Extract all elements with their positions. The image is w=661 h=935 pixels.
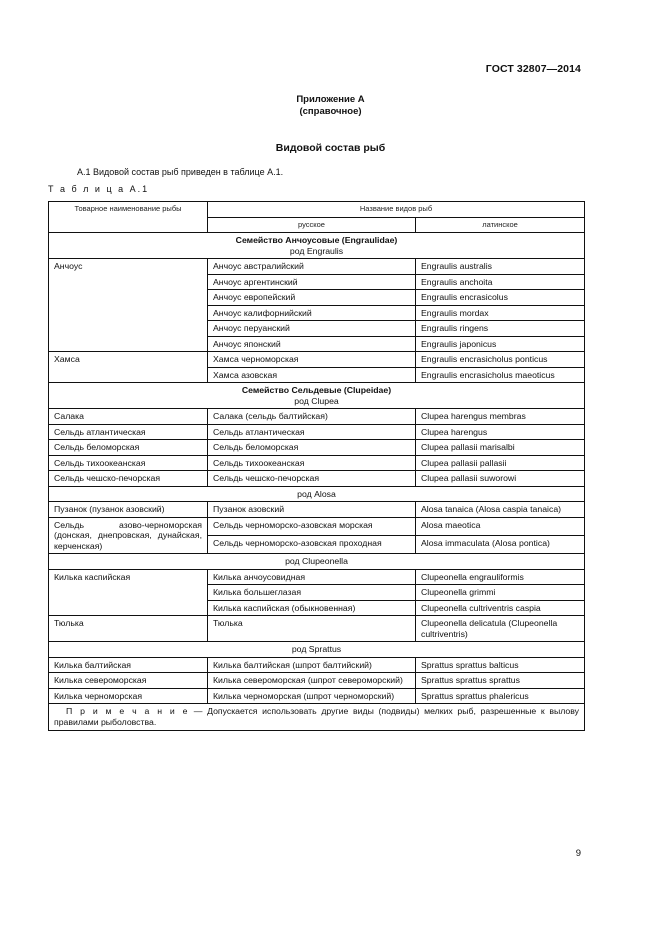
commercial-name-cell: Сельдь атлантическая	[49, 424, 208, 440]
commercial-name-cell: Сельдь тихоокеанская	[49, 455, 208, 471]
table-note	[49, 704, 585, 731]
table-row	[49, 616, 585, 642]
header-commercial-name: Товарное наименование рыбы	[49, 202, 208, 233]
commercial-name-cell: Килька каспийская	[49, 569, 208, 616]
commercial-name-cell: Килька черноморская	[49, 688, 208, 704]
russian-name-cell: Килька каспийская (обыкновенная)	[208, 600, 416, 616]
russian-name-cell: Анчоус японский	[208, 336, 416, 352]
commercial-name-cell: Сельдь чешско-печорская	[49, 471, 208, 487]
intro-text: А.1 Видовой состав рыб приведен в таблице А.1.	[77, 167, 284, 177]
genus-name: род Clupea	[294, 395, 339, 406]
header-latin: латинское	[416, 217, 585, 233]
commercial-name-cell: Тюлька	[49, 616, 208, 642]
commercial-name-cell: Килька североморская	[49, 673, 208, 689]
russian-name-cell: Сельдь чешско-печорская	[208, 471, 416, 487]
latin-name-cell: Sprattus sprattus phalericus	[416, 688, 585, 704]
table-row	[49, 502, 585, 518]
latin-name-cell: Clupea pallasii suworowi	[416, 471, 585, 487]
page-number: 9	[575, 848, 581, 859]
table-row	[49, 352, 585, 368]
genus-name: род Alosa	[297, 488, 336, 499]
section-header	[49, 233, 585, 259]
russian-name-cell: Сельдь тихоокеанская	[208, 455, 416, 471]
commercial-name-cell: Пузанок (пузанок азовский)	[49, 502, 208, 518]
table-row	[49, 424, 585, 440]
latin-name-cell: Alosa immaculata (Alosa pontica)	[416, 535, 585, 553]
table-row	[49, 673, 585, 689]
commercial-name-cell: Анчоус	[49, 259, 208, 352]
table-row	[49, 409, 585, 425]
section-header-row	[49, 233, 585, 259]
section-header	[49, 554, 585, 570]
russian-name-cell: Сельдь черноморско-азовская проходная	[208, 535, 416, 553]
russian-name-cell: Анчоус аргентинский	[208, 274, 416, 290]
latin-name-cell: Clupeonella cultriventris caspia	[416, 600, 585, 616]
russian-name-cell: Килька большеглазая	[208, 585, 416, 601]
latin-name-cell: Alosa tanaica (Alosa caspia tanaica)	[416, 502, 585, 518]
commercial-name-cell: Сельдь азово-черноморская (донская, днепровская, дунайская, керченская)	[49, 517, 208, 554]
note-label: П р и м е ч а н и е	[66, 706, 190, 716]
latin-name-cell: Engraulis encrasicholus ponticus	[416, 352, 585, 368]
russian-name-cell: Хамса азовская	[208, 367, 416, 383]
russian-name-cell: Анчоус калифорнийский	[208, 305, 416, 321]
section-header	[49, 642, 585, 658]
genus-name: род Clupeonella	[285, 556, 348, 566]
commercial-name-cell: Салака	[49, 409, 208, 425]
table-row	[49, 440, 585, 456]
latin-name-cell: Engraulis encrasicholus maeoticus	[416, 367, 585, 383]
table-header-row	[49, 202, 585, 218]
russian-name-cell: Анчоус австралийский	[208, 259, 416, 275]
table-row	[49, 517, 585, 535]
latin-name-cell: Clupea pallasii pallasii	[416, 455, 585, 471]
table-row	[49, 688, 585, 704]
russian-name-cell: Сельдь черноморско-азовская морская	[208, 517, 416, 535]
document-code: ГОСТ 32807—2014	[485, 63, 581, 75]
section-header	[49, 383, 585, 409]
latin-name-cell: Clupea harengus	[416, 424, 585, 440]
russian-name-cell: Сельдь атлантическая	[208, 424, 416, 440]
commercial-name-cell: Хамса	[49, 352, 208, 383]
russian-name-cell: Тюлька	[208, 616, 416, 642]
table-label: Т а б л и ц а А.1	[48, 184, 150, 194]
table-row	[49, 569, 585, 585]
family-name: Семейство Анчоусовые (Engraulidae)	[235, 235, 398, 245]
section-header	[49, 486, 585, 502]
header-species-name: Название видов рыб	[208, 202, 585, 218]
section-header-row	[49, 642, 585, 658]
family-name: Семейство Сельдевые (Clupeidae)	[241, 385, 392, 395]
annex-subtitle: (справочное)	[299, 106, 362, 117]
latin-name-cell: Engraulis ringens	[416, 321, 585, 337]
latin-name-cell: Sprattus sprattus sprattus	[416, 673, 585, 689]
latin-name-cell: Engraulis anchoita	[416, 274, 585, 290]
latin-name-cell: Clupeonella engrauliformis	[416, 569, 585, 585]
table-row	[49, 657, 585, 673]
russian-name-cell: Анчоус европейский	[208, 290, 416, 306]
russian-name-cell: Салака (сельдь балтийская)	[208, 409, 416, 425]
latin-name-cell: Clupea harengus membras	[416, 409, 585, 425]
note-row	[49, 704, 585, 731]
russian-name-cell: Хамса черноморская	[208, 352, 416, 368]
section-title: Видовой состав рыб	[275, 142, 386, 154]
commercial-name-cell: Килька балтийская	[49, 657, 208, 673]
latin-name-cell: Alosa maeotica	[416, 517, 585, 535]
latin-name-cell: Engraulis mordax	[416, 305, 585, 321]
species-table	[48, 201, 585, 731]
russian-name-cell: Килька черноморская (шпрот черноморский)	[208, 688, 416, 704]
latin-name-cell: Sprattus sprattus balticus	[416, 657, 585, 673]
latin-name-cell: Clupeonella grimmi	[416, 585, 585, 601]
section-header-row	[49, 486, 585, 502]
section-header-row	[49, 383, 585, 409]
genus-name: род Sprattus	[291, 644, 342, 654]
note-text: — Допускается использовать другие виды (подвиды) мелких рыб, разрешенные к вылову правилами рыболовства.	[54, 706, 579, 727]
table-row	[49, 471, 585, 487]
table-row	[49, 455, 585, 471]
russian-name-cell: Анчоус перуанский	[208, 321, 416, 337]
genus-name: род Engraulis	[289, 245, 344, 256]
russian-name-cell: Пузанок азовский	[208, 502, 416, 518]
latin-name-cell: Clupea pallasii marisalbi	[416, 440, 585, 456]
latin-name-cell: Clupeonella delicatula (Clupeonella cultriventris)	[416, 616, 585, 642]
latin-name-cell: Engraulis japonicus	[416, 336, 585, 352]
header-russian: русское	[208, 217, 416, 233]
russian-name-cell: Сельдь беломорская	[208, 440, 416, 456]
annex-title: Приложение А	[296, 94, 365, 105]
commercial-name-cell: Сельдь беломорская	[49, 440, 208, 456]
russian-name-cell: Килька североморская (шпрот североморский)	[208, 673, 416, 689]
section-header-row	[49, 554, 585, 570]
latin-name-cell: Engraulis encrasicolus	[416, 290, 585, 306]
russian-name-cell: Килька анчоусовидная	[208, 569, 416, 585]
latin-name-cell: Engraulis australis	[416, 259, 585, 275]
russian-name-cell: Килька балтийская (шпрот балтийский)	[208, 657, 416, 673]
table-row	[49, 259, 585, 275]
